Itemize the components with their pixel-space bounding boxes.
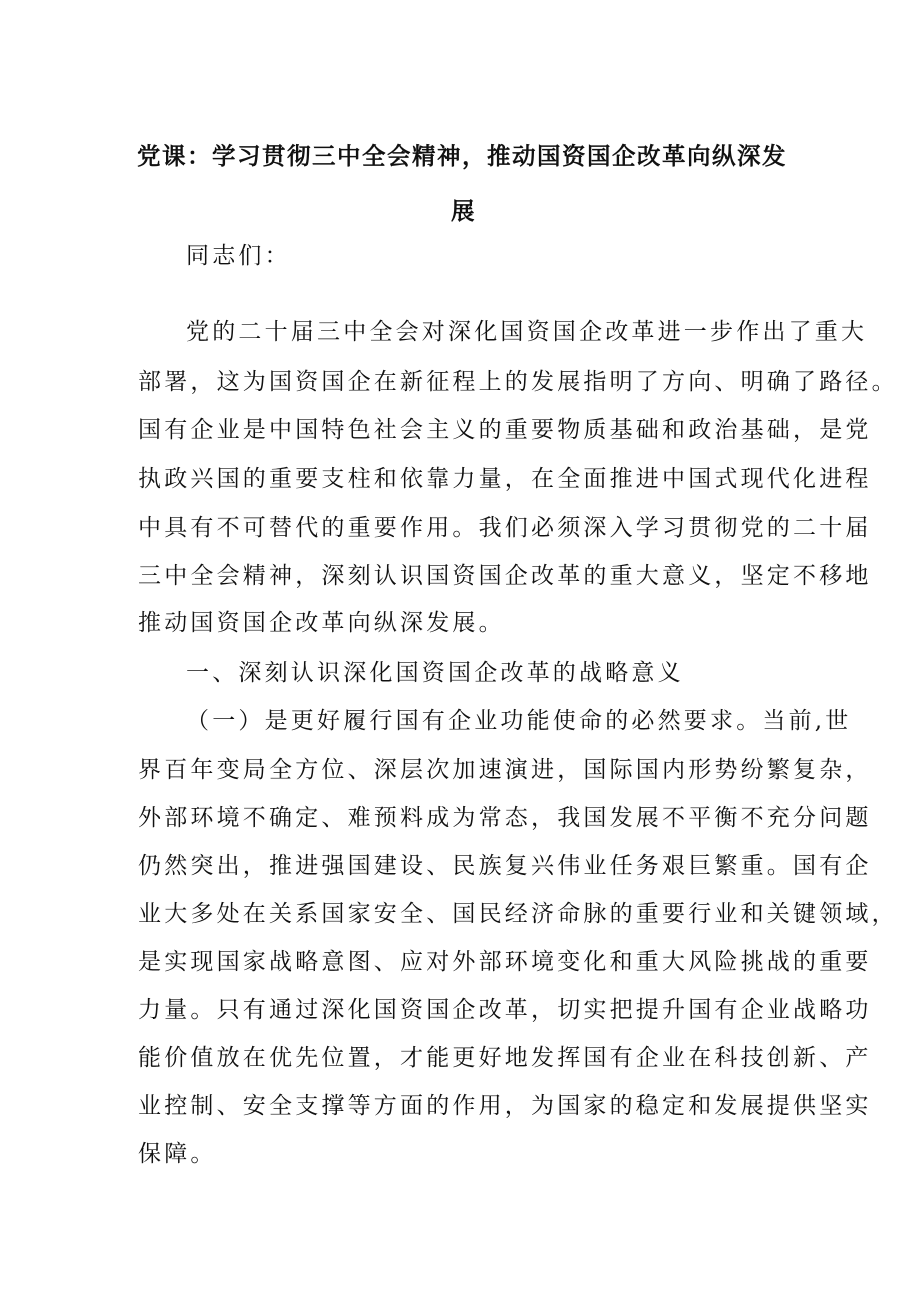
section-heading: 一、深刻认识深化国资国企改革的战略意义 [186,660,684,686]
greeting: 同志们： [186,243,291,269]
paragraph-2-line: 界百年变局全方位、深层次加速演进，国际国内形势纷繁复杂， [138,757,872,783]
document-title-line-1: 党课：学习贯彻三中全会精神，推动国资国企改革向纵深发 [137,142,787,170]
paragraph-2-line: 保障。 [138,1141,217,1167]
paragraph-1-line: 三中全会精神，深刻认识国资国企改革的重大意义，坚定不移地 [138,563,872,589]
paragraph-2-line: 能价值放在优先位置，才能更好地发挥国有企业在科技创新、产 [138,1045,872,1071]
paragraph-2-line: 是实现国家战略意图、应对外部环境变化和重大风险挑战的重要 [138,949,872,975]
document-title-line-2: 展 [451,197,476,225]
paragraph-1-line: 推动国资国企改革向纵深发展。 [138,610,505,636]
paragraph-1-line: 党的二十届三中全会对深化国资国企改革进一步作出了重大 [186,319,868,345]
paragraph-2-line: 业大多处在关系国家安全、国民经济命脉的重要行业和关键领域， [138,901,898,927]
paragraph-1-line: 中具有不可替代的重要作用。我们必须深入学习贯彻党的二十届 [138,515,872,541]
paragraph-1-line: 国有企业是中国特色社会主义的重要物质基础和政治基础，是党 [138,417,872,443]
paragraph-2-line: （一）是更好履行国有企业功能使命的必然要求。当前,世 [186,708,852,734]
paragraph-1-line: 执政兴国的重要支柱和依靠力量，在全面推进中国式现代化进程 [138,466,872,492]
paragraph-2-line: 业控制、安全支撑等方面的作用，为国家的稳定和发展提供坚实 [138,1093,872,1119]
paragraph-1-line: 部署，这为国资国企在新征程上的发展指明了方向、明确了路径。 [138,369,898,395]
paragraph-2-line: 外部环境不确定、难预料成为常态，我国发展不平衡不充分问题 [138,805,872,831]
paragraph-2-line: 力量。只有通过深化国资国企改革，切实把提升国有企业战略功 [138,997,872,1023]
paragraph-2-line: 仍然突出，推进强国建设、民族复兴伟业任务艰巨繁重。国有企 [138,853,872,879]
